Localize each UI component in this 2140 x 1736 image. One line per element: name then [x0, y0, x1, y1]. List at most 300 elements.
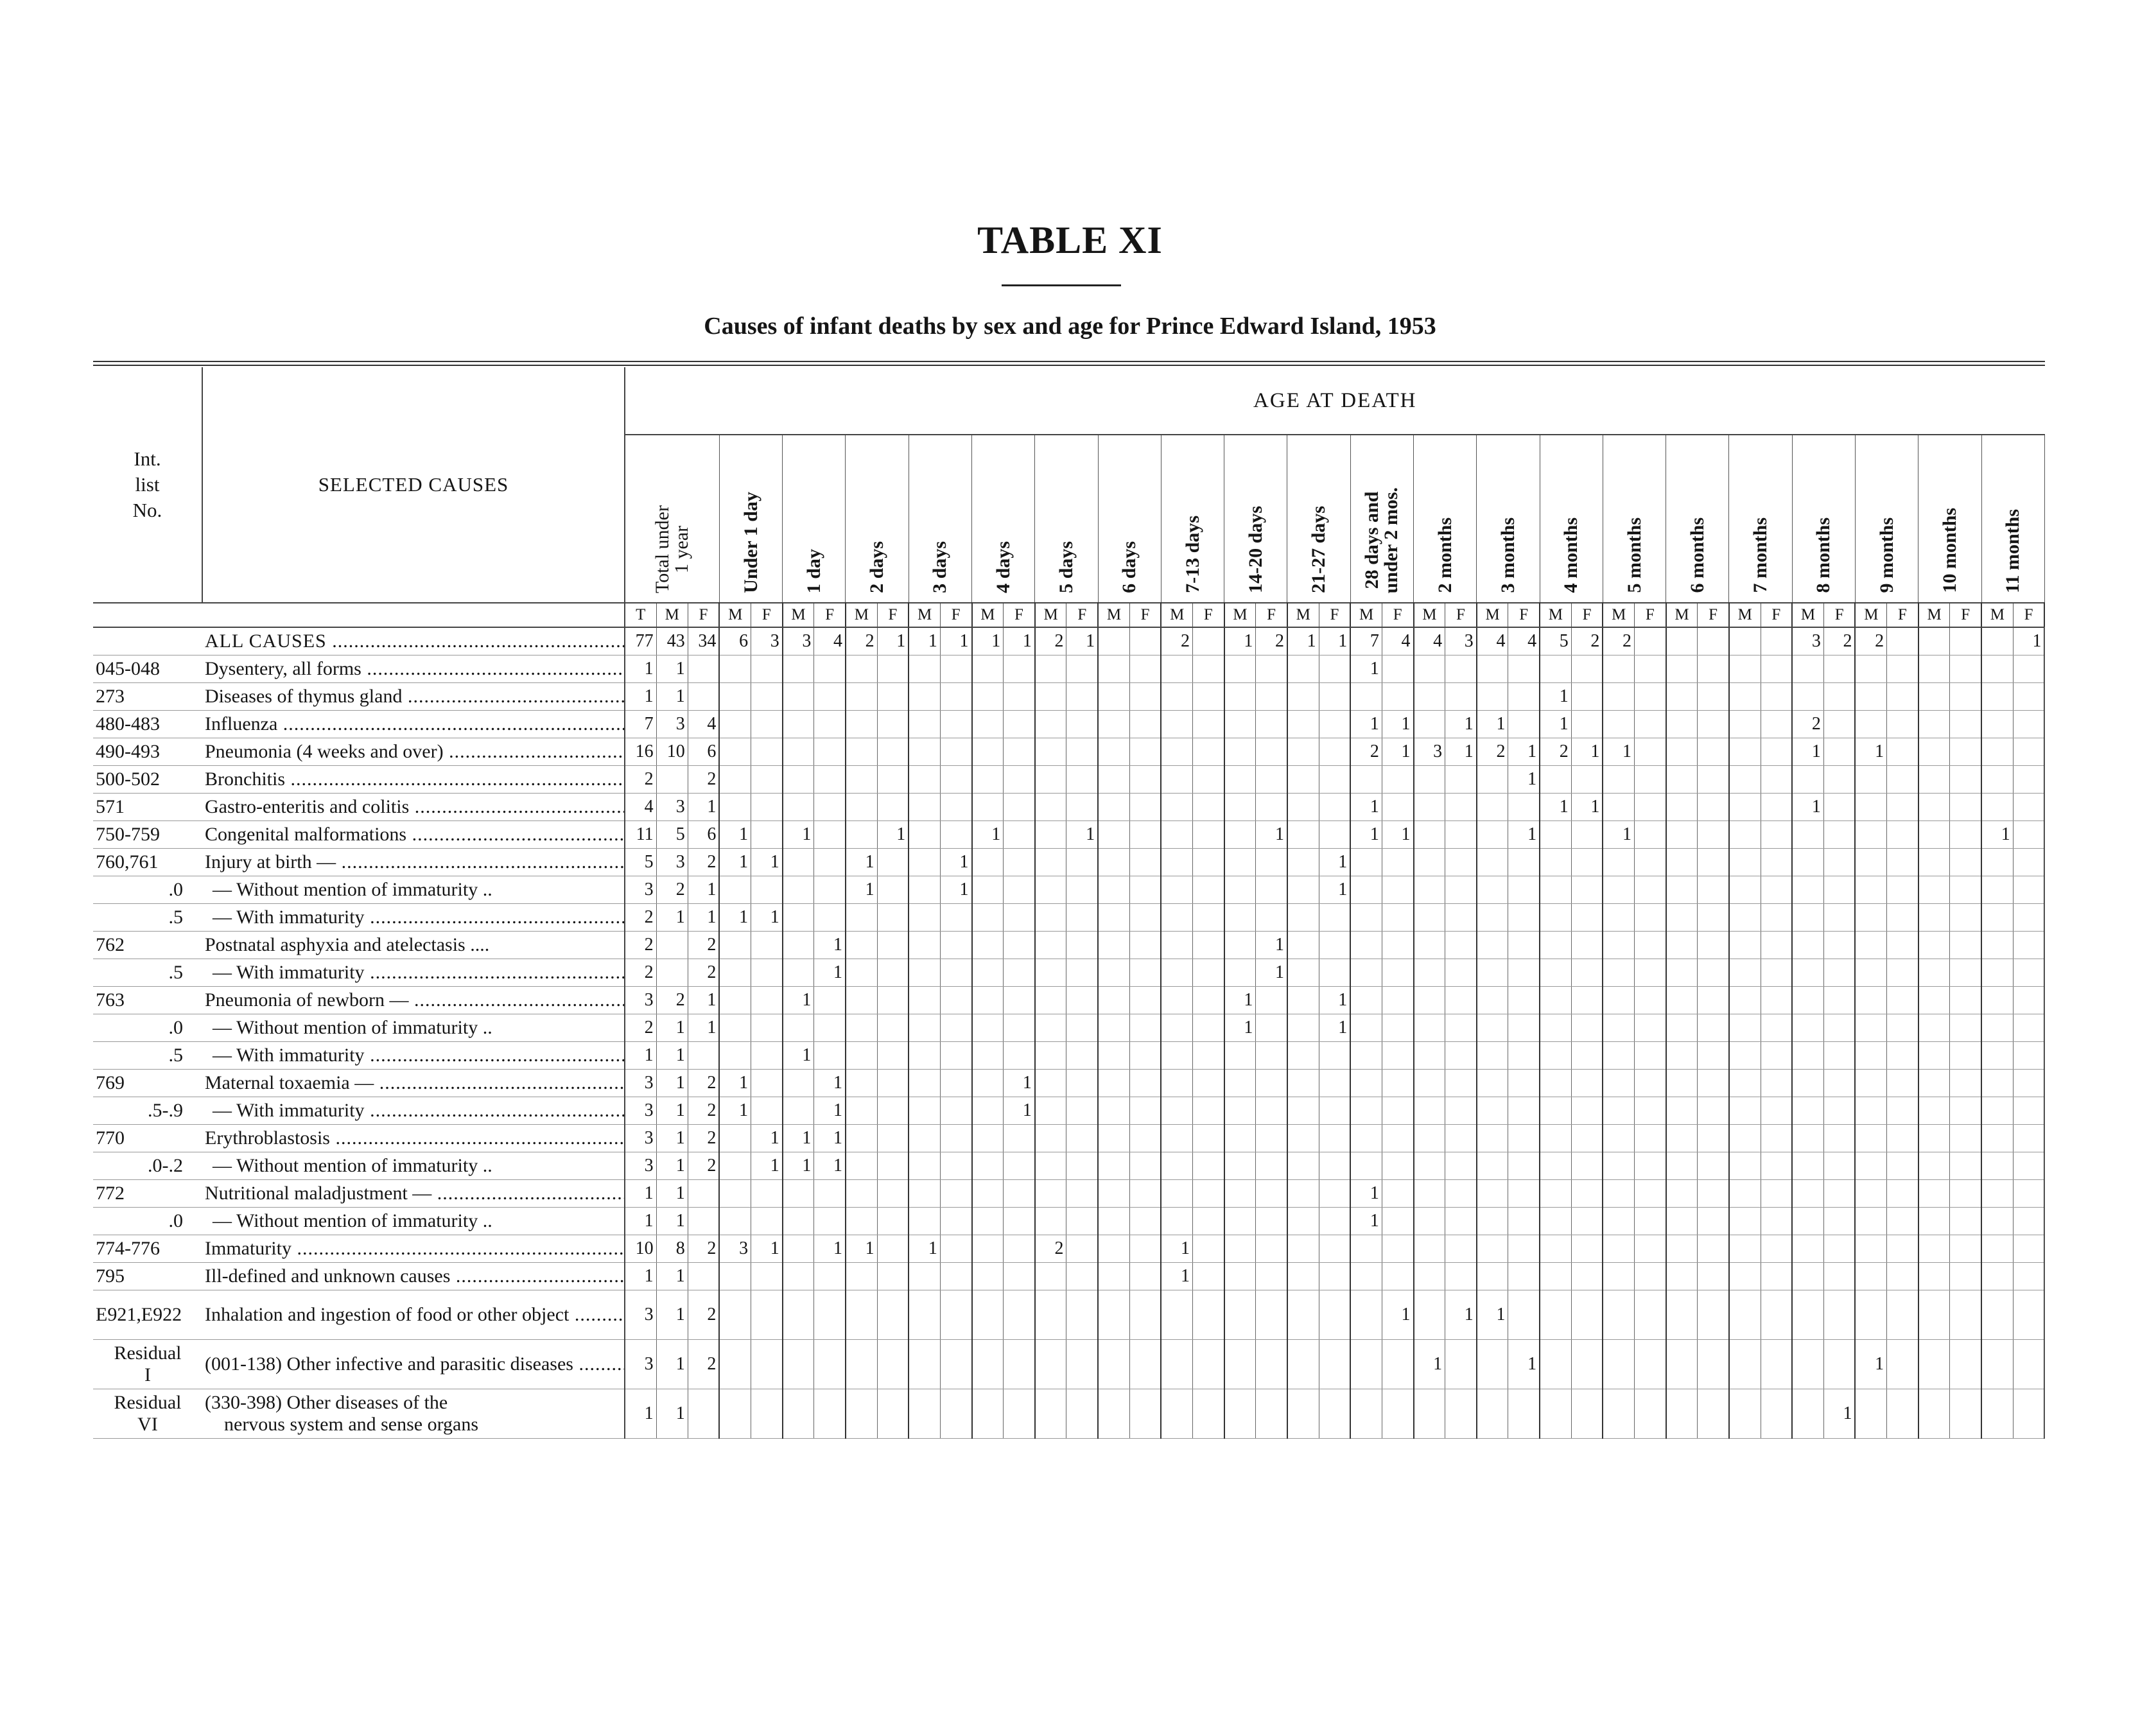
value-cell — [1603, 876, 1634, 904]
value-cell: 1 — [814, 959, 846, 987]
value-cell — [1792, 683, 1823, 711]
value-cell — [1287, 959, 1319, 987]
value-cell — [1792, 1290, 1823, 1340]
value-cell — [783, 959, 814, 987]
value-cell — [877, 1263, 909, 1290]
value-cell — [1224, 655, 1256, 683]
value-cell — [1918, 1389, 1950, 1439]
value-cell: 1 — [783, 821, 814, 849]
value-cell — [1540, 1208, 1571, 1235]
sex-column-header: M — [909, 603, 940, 627]
value-cell — [1918, 1235, 1950, 1263]
value-cell — [1698, 849, 1729, 876]
value-cell: 1 — [1382, 821, 1413, 849]
value-cell — [783, 794, 814, 821]
value-cell — [1508, 1263, 1540, 1290]
age-group-label: 21-27 days — [1308, 506, 1330, 593]
value-cell — [1666, 1235, 1698, 1263]
value-cell — [1004, 711, 1035, 738]
value-cell — [1981, 876, 2013, 904]
age-group-label: 10 months — [1938, 508, 1960, 593]
sex-column-header: F — [1761, 603, 1792, 627]
sex-column-header: M — [1287, 603, 1319, 627]
value-cell — [688, 1389, 719, 1439]
cause-label: Injury at birth — ..... — [202, 849, 625, 876]
value-cell: 1 — [814, 1070, 846, 1097]
value-cell — [846, 738, 877, 766]
value-cell — [1445, 794, 1477, 821]
value-cell — [1350, 1340, 1382, 1389]
value-cell — [1161, 738, 1192, 766]
value-cell — [940, 683, 971, 711]
value-cell — [940, 1263, 971, 1290]
value-cell — [1729, 1180, 1761, 1208]
value-cell — [1035, 959, 1066, 987]
age-group-label: 6 days — [1118, 541, 1140, 593]
value-cell — [1161, 1340, 1192, 1389]
value-cell — [940, 738, 971, 766]
table-row — [93, 794, 2045, 821]
value-cell — [2013, 1070, 2044, 1097]
value-cell — [1761, 1208, 1792, 1235]
value-cell — [846, 1152, 877, 1180]
table-row — [93, 711, 2045, 738]
value-cell — [1256, 1042, 1287, 1070]
value-cell: 1 — [814, 1125, 846, 1152]
int-list-number: 760,761 — [93, 849, 202, 876]
value-cell — [940, 1152, 971, 1180]
value-cell — [656, 932, 688, 959]
value-cell — [1761, 1235, 1792, 1263]
value-cell — [1981, 794, 2013, 821]
value-cell — [1477, 1042, 1508, 1070]
value-cell — [1035, 1208, 1066, 1235]
value-cell — [2013, 904, 2044, 932]
value-cell — [1823, 711, 1855, 738]
value-cell — [1540, 655, 1571, 683]
value-cell — [1508, 987, 1540, 1014]
subheader-blank — [202, 603, 625, 627]
value-cell — [877, 1042, 909, 1070]
value-cell — [1129, 1290, 1161, 1340]
value-cell: 1 — [1855, 738, 1886, 766]
value-cell — [1855, 904, 1886, 932]
value-cell — [688, 1263, 719, 1290]
value-cell — [1635, 904, 1666, 932]
value-cell — [909, 1389, 940, 1439]
value-cell — [972, 932, 1004, 959]
age-group-header — [909, 435, 971, 603]
age-group-label: 3 days — [929, 541, 951, 593]
value-cell — [1887, 1125, 1918, 1152]
value-cell: 3 — [625, 1340, 656, 1389]
value-cell — [1477, 1180, 1508, 1208]
value-cell — [1256, 738, 1287, 766]
table-row — [93, 766, 2045, 794]
value-cell — [1350, 904, 1382, 932]
value-cell — [1004, 876, 1035, 904]
value-cell: 2 — [625, 932, 656, 959]
value-cell — [1918, 821, 1950, 849]
value-cell — [1508, 1042, 1540, 1070]
value-cell — [1981, 1263, 2013, 1290]
value-cell — [1635, 1097, 1666, 1125]
cause-label: Nutritional maladjustment — ..... — [202, 1180, 625, 1208]
value-cell: 8 — [656, 1235, 688, 1263]
value-cell — [1414, 655, 1445, 683]
age-group-label: 4 months — [1560, 517, 1582, 593]
cause-label: — Without mention of immaturity .. — [202, 876, 625, 904]
value-cell — [1635, 1125, 1666, 1152]
value-cell — [909, 1152, 940, 1180]
int-list-number: Residual I — [93, 1340, 202, 1389]
value-cell — [1981, 1125, 2013, 1152]
value-cell — [909, 1097, 940, 1125]
value-cell — [1950, 849, 1981, 876]
value-cell — [1224, 738, 1256, 766]
value-cell — [1887, 904, 1918, 932]
value-cell — [1823, 1208, 1855, 1235]
value-cell — [1004, 1340, 1035, 1389]
value-cell — [1414, 932, 1445, 959]
age-group-header — [719, 435, 782, 603]
value-cell — [1635, 794, 1666, 821]
value-cell — [1918, 1290, 1950, 1340]
age-group-label: 3 months — [1497, 517, 1518, 593]
value-cell: 5 — [656, 821, 688, 849]
subheader-blank — [93, 603, 202, 627]
value-cell: 2 — [1477, 738, 1508, 766]
value-cell — [1066, 932, 1098, 959]
value-cell — [972, 683, 1004, 711]
value-cell — [1098, 655, 1129, 683]
value-cell — [1193, 904, 1224, 932]
value-cell — [1508, 1070, 1540, 1097]
value-cell — [909, 1014, 940, 1042]
value-cell — [1035, 904, 1066, 932]
value-cell — [1256, 904, 1287, 932]
value-cell — [877, 1152, 909, 1180]
sex-column-header: M — [1224, 603, 1256, 627]
value-cell — [1603, 655, 1634, 683]
value-cell — [1161, 1180, 1192, 1208]
value-cell — [1823, 987, 1855, 1014]
value-cell — [1256, 711, 1287, 738]
value-cell: 1 — [846, 1235, 877, 1263]
value-cell — [1445, 849, 1477, 876]
value-cell — [1477, 1235, 1508, 1263]
value-cell: 1 — [1287, 627, 1319, 655]
value-cell — [688, 655, 719, 683]
value-cell: 2 — [688, 1070, 719, 1097]
age-group-label: 2 days — [866, 541, 888, 593]
sex-column-header: M — [1918, 603, 1950, 627]
value-cell — [1224, 849, 1256, 876]
age-group-label: 7-13 days — [1181, 516, 1203, 593]
value-cell — [1603, 932, 1634, 959]
value-cell — [1161, 766, 1192, 794]
value-cell — [940, 1014, 971, 1042]
value-cell — [1603, 1042, 1634, 1070]
age-group-label: 14-20 days — [1244, 506, 1266, 593]
value-cell — [1098, 738, 1129, 766]
value-cell — [1950, 1014, 1981, 1042]
value-cell — [1382, 1208, 1413, 1235]
value-cell — [1761, 1180, 1792, 1208]
value-cell — [2013, 959, 2044, 987]
value-cell — [1887, 766, 1918, 794]
value-cell — [1035, 1340, 1066, 1389]
value-cell — [940, 766, 971, 794]
value-cell — [972, 1125, 1004, 1152]
value-cell — [719, 1014, 751, 1042]
value-cell — [1161, 1152, 1192, 1180]
value-cell — [1035, 1125, 1066, 1152]
age-group-header — [1729, 435, 1792, 603]
value-cell — [1508, 1208, 1540, 1235]
value-cell — [1666, 655, 1698, 683]
value-cell — [1792, 766, 1823, 794]
value-cell — [1004, 1208, 1035, 1235]
value-cell — [972, 1208, 1004, 1235]
value-cell — [1066, 1389, 1098, 1439]
value-cell: 2 — [1603, 627, 1634, 655]
value-cell: 1 — [625, 1208, 656, 1235]
value-cell — [1477, 1125, 1508, 1152]
age-group-header — [1477, 435, 1540, 603]
value-cell — [1823, 904, 1855, 932]
value-cell: 1 — [1855, 1340, 1886, 1389]
value-cell — [1256, 987, 1287, 1014]
value-cell — [877, 876, 909, 904]
value-cell — [1287, 1180, 1319, 1208]
value-cell: 1 — [1319, 1014, 1350, 1042]
value-cell — [877, 1014, 909, 1042]
value-cell — [783, 1263, 814, 1290]
value-cell — [1698, 1389, 1729, 1439]
value-cell — [1256, 1180, 1287, 1208]
value-cell: 1 — [656, 1070, 688, 1097]
value-cell: 1 — [1256, 932, 1287, 959]
selected-causes-header: SELECTED CAUSES — [202, 367, 625, 603]
value-cell — [1698, 627, 1729, 655]
value-cell — [1066, 711, 1098, 738]
value-cell — [1855, 1235, 1886, 1263]
value-cell — [1635, 987, 1666, 1014]
value-cell: 1 — [972, 821, 1004, 849]
value-cell — [846, 1208, 877, 1235]
value-cell — [2013, 738, 2044, 766]
value-cell — [1414, 959, 1445, 987]
value-cell — [814, 1180, 846, 1208]
value-cell — [1004, 849, 1035, 876]
value-cell — [1540, 1042, 1571, 1070]
sex-column-header: F — [1256, 603, 1287, 627]
sex-column-header: M — [1603, 603, 1634, 627]
value-cell — [1571, 711, 1603, 738]
value-cell — [1508, 1014, 1540, 1042]
value-cell — [1256, 1097, 1287, 1125]
value-cell — [1761, 1263, 1792, 1290]
value-cell: 2 — [1350, 738, 1382, 766]
value-cell — [1729, 959, 1761, 987]
value-cell — [1224, 794, 1256, 821]
value-cell: 1 — [909, 1235, 940, 1263]
value-cell — [972, 766, 1004, 794]
age-group-header — [972, 435, 1035, 603]
value-cell — [1098, 1389, 1129, 1439]
value-cell — [877, 655, 909, 683]
table-row — [93, 821, 2045, 849]
age-group-header — [1161, 435, 1224, 603]
value-cell — [1477, 1208, 1508, 1235]
value-cell: 1 — [688, 1014, 719, 1042]
value-cell — [1981, 766, 2013, 794]
value-cell — [909, 738, 940, 766]
value-cell — [1129, 932, 1161, 959]
value-cell — [1224, 1235, 1256, 1263]
value-cell — [1414, 821, 1445, 849]
value-cell: 1 — [1477, 1290, 1508, 1340]
value-cell — [1414, 1235, 1445, 1263]
value-cell — [940, 1180, 971, 1208]
value-cell — [1414, 1263, 1445, 1290]
value-cell — [1129, 683, 1161, 711]
value-cell — [1004, 738, 1035, 766]
value-cell — [751, 1014, 783, 1042]
value-cell — [783, 1340, 814, 1389]
value-cell — [1129, 849, 1161, 876]
value-cell — [719, 738, 751, 766]
value-cell: 1 — [940, 876, 971, 904]
value-cell — [1098, 1263, 1129, 1290]
value-cell — [1950, 683, 1981, 711]
value-cell — [1761, 1042, 1792, 1070]
value-cell — [1287, 1125, 1319, 1152]
value-cell — [1666, 932, 1698, 959]
value-cell — [1508, 1180, 1540, 1208]
value-cell — [1823, 876, 1855, 904]
value-cell — [1382, 794, 1413, 821]
value-cell — [1635, 711, 1666, 738]
value-cell: 6 — [688, 821, 719, 849]
value-cell — [1603, 849, 1634, 876]
value-cell — [1098, 849, 1129, 876]
value-cell — [1918, 1125, 1950, 1152]
value-cell — [1761, 1097, 1792, 1125]
value-cell: 3 — [1414, 738, 1445, 766]
value-cell — [1729, 655, 1761, 683]
value-cell — [1792, 1125, 1823, 1152]
value-cell — [1981, 987, 2013, 1014]
value-cell — [1666, 1014, 1698, 1042]
age-group-label: 1 day — [803, 548, 824, 593]
value-cell — [1035, 1263, 1066, 1290]
value-cell — [1635, 766, 1666, 794]
value-cell: 1 — [1350, 1208, 1382, 1235]
value-cell — [1035, 876, 1066, 904]
value-cell — [1981, 1389, 2013, 1439]
value-cell — [1508, 849, 1540, 876]
value-cell: 1 — [1161, 1235, 1192, 1263]
value-cell — [1035, 1152, 1066, 1180]
value-cell — [2013, 1389, 2044, 1439]
value-cell: 1 — [1066, 821, 1098, 849]
value-cell — [1098, 876, 1129, 904]
value-cell — [1666, 1208, 1698, 1235]
table-row — [93, 627, 2045, 655]
value-cell — [1129, 821, 1161, 849]
value-cell — [1477, 794, 1508, 821]
value-cell — [1382, 904, 1413, 932]
value-cell — [1823, 1340, 1855, 1389]
value-cell — [783, 1389, 814, 1439]
value-cell: 1 — [1224, 1014, 1256, 1042]
sex-column-header: F — [1445, 603, 1477, 627]
age-group-label: 9 months — [1875, 517, 1897, 593]
value-cell — [1950, 1235, 1981, 1263]
value-cell — [1792, 932, 1823, 959]
value-cell: 1 — [1540, 794, 1571, 821]
value-cell: 1 — [1382, 738, 1413, 766]
value-cell — [1571, 904, 1603, 932]
value-cell: 3 — [625, 987, 656, 1014]
value-cell: 2 — [1540, 738, 1571, 766]
value-cell — [2013, 766, 2044, 794]
value-cell — [1445, 1263, 1477, 1290]
value-cell — [1508, 1097, 1540, 1125]
value-cell: 1 — [877, 821, 909, 849]
value-cell — [1193, 932, 1224, 959]
value-cell — [1792, 821, 1823, 849]
value-cell — [1350, 1070, 1382, 1097]
value-cell — [1698, 655, 1729, 683]
value-cell: 1 — [719, 821, 751, 849]
value-cell — [1666, 1340, 1698, 1389]
value-cell — [1256, 683, 1287, 711]
value-cell — [1792, 849, 1823, 876]
value-cell: 1 — [1004, 1070, 1035, 1097]
value-cell — [1823, 1014, 1855, 1042]
value-cell — [877, 711, 909, 738]
value-cell — [1823, 1070, 1855, 1097]
value-cell — [1129, 904, 1161, 932]
value-cell — [846, 1125, 877, 1152]
value-cell — [783, 1208, 814, 1235]
value-cell — [972, 1014, 1004, 1042]
value-cell — [1193, 683, 1224, 711]
value-cell — [1129, 987, 1161, 1014]
value-cell — [1918, 1208, 1950, 1235]
value-cell — [1098, 1152, 1129, 1180]
value-cell — [1792, 1014, 1823, 1042]
value-cell — [814, 766, 846, 794]
value-cell — [1035, 766, 1066, 794]
value-cell — [1761, 1389, 1792, 1439]
int-list-number: 770 — [93, 1125, 202, 1152]
value-cell — [877, 1290, 909, 1340]
value-cell — [1887, 1152, 1918, 1180]
value-cell — [909, 1125, 940, 1152]
value-cell — [1193, 959, 1224, 987]
value-cell — [1823, 1042, 1855, 1070]
value-cell — [1666, 711, 1698, 738]
age-group-label: Total under 1 year — [651, 505, 692, 593]
value-cell: 2 — [625, 959, 656, 987]
value-cell: 1 — [751, 849, 783, 876]
value-cell — [1950, 711, 1981, 738]
int-list-number: 795 — [93, 1263, 202, 1290]
